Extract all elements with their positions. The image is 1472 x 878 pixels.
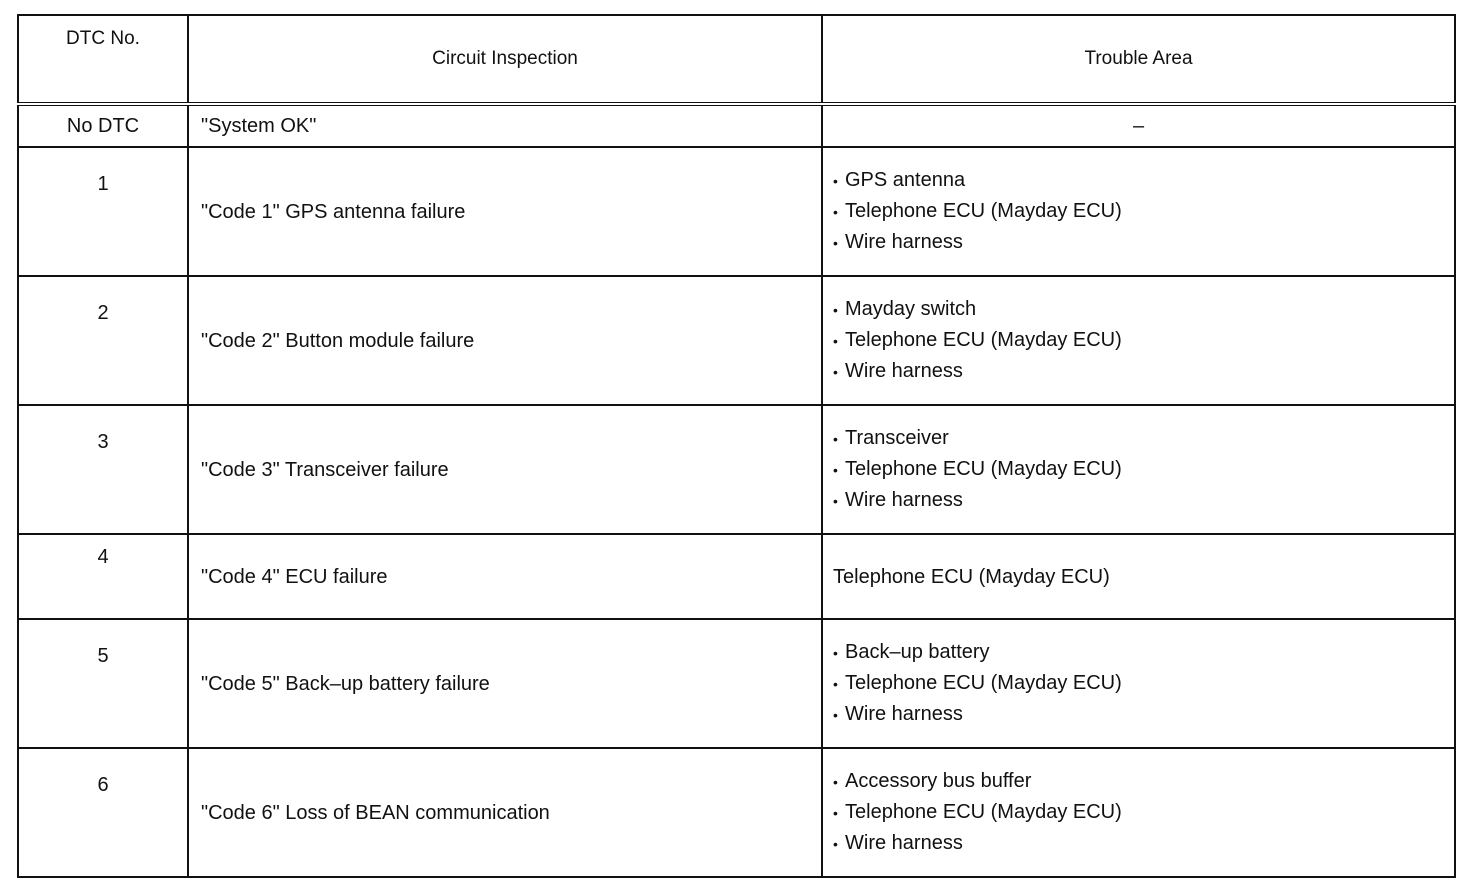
dtc-number: 3 (18, 405, 188, 534)
circuit-inspection: "Code 6" Loss of BEAN communication (188, 748, 822, 877)
bullet-icon: • (833, 234, 838, 251)
bullet-icon: • (833, 774, 838, 791)
table-row (18, 276, 1455, 405)
trouble-item: • Wire harness (833, 699, 1454, 730)
bullet-icon: • (833, 302, 838, 319)
bullet-icon: • (833, 645, 838, 662)
table-row (18, 104, 1455, 147)
dtc-number: 2 (18, 276, 188, 405)
trouble-area (822, 405, 1455, 534)
trouble-list (833, 766, 1454, 858)
trouble-list (833, 423, 1454, 515)
trouble-item: • Wire harness (833, 828, 1454, 859)
trouble-item: • GPS antenna (833, 165, 1454, 196)
header-dtc-no: DTC No. (18, 15, 188, 104)
trouble-item: • Wire harness (833, 356, 1454, 387)
dtc-number: 4 (18, 534, 188, 619)
circuit-inspection: "Code 5" Back–up battery failure (188, 619, 822, 748)
header-trouble-area: Trouble Area (822, 15, 1455, 104)
circuit-inspection: "Code 2" Button module failure (188, 276, 822, 405)
dtc-number: 5 (18, 619, 188, 748)
trouble-item: • Telephone ECU (Mayday ECU) (833, 454, 1454, 485)
trouble-item: • Accessory bus buffer (833, 766, 1454, 797)
bullet-icon: • (833, 675, 838, 692)
trouble-list (833, 165, 1454, 257)
table-header-row (18, 15, 1455, 104)
table-row (18, 748, 1455, 877)
trouble-item: • Wire harness (833, 227, 1454, 258)
trouble-area (822, 276, 1455, 405)
table-row (18, 619, 1455, 748)
circuit-inspection: "Code 4" ECU failure (188, 534, 822, 619)
bullet-icon: • (833, 363, 838, 380)
bullet-icon: • (833, 835, 838, 852)
bullet-icon: • (833, 332, 838, 349)
bullet-icon: • (833, 431, 838, 448)
dtc-table (17, 14, 1456, 878)
bullet-icon: • (833, 203, 838, 220)
trouble-area (822, 748, 1455, 877)
dtc-number: No DTC (18, 104, 188, 147)
trouble-list (833, 637, 1454, 729)
bullet-icon: • (833, 173, 838, 190)
trouble-area: Telephone ECU (Mayday ECU) (822, 534, 1455, 619)
trouble-item: • Back–up battery (833, 637, 1454, 668)
trouble-item: • Telephone ECU (Mayday ECU) (833, 325, 1454, 356)
trouble-item: • Transceiver (833, 423, 1454, 454)
circuit-inspection: "Code 1" GPS antenna failure (188, 147, 822, 276)
bullet-icon: • (833, 804, 838, 821)
circuit-inspection: "System OK" (188, 104, 822, 147)
dtc-number: 1 (18, 147, 188, 276)
trouble-item: • Mayday switch (833, 294, 1454, 325)
trouble-list (833, 294, 1454, 386)
dtc-number: 6 (18, 748, 188, 877)
bullet-icon: • (833, 492, 838, 509)
table-row (18, 405, 1455, 534)
bullet-icon: • (833, 706, 838, 723)
circuit-inspection: "Code 3" Transceiver failure (188, 405, 822, 534)
bullet-icon: • (833, 461, 838, 478)
table-row (18, 534, 1455, 619)
table-row (18, 147, 1455, 276)
trouble-item: • Telephone ECU (Mayday ECU) (833, 196, 1454, 227)
trouble-item: • Telephone ECU (Mayday ECU) (833, 668, 1454, 699)
trouble-area (822, 147, 1455, 276)
trouble-item: • Wire harness (833, 485, 1454, 516)
header-circuit-inspection: Circuit Inspection (188, 15, 822, 104)
trouble-area (822, 619, 1455, 748)
trouble-area: – (822, 104, 1455, 147)
trouble-item: • Telephone ECU (Mayday ECU) (833, 797, 1454, 828)
